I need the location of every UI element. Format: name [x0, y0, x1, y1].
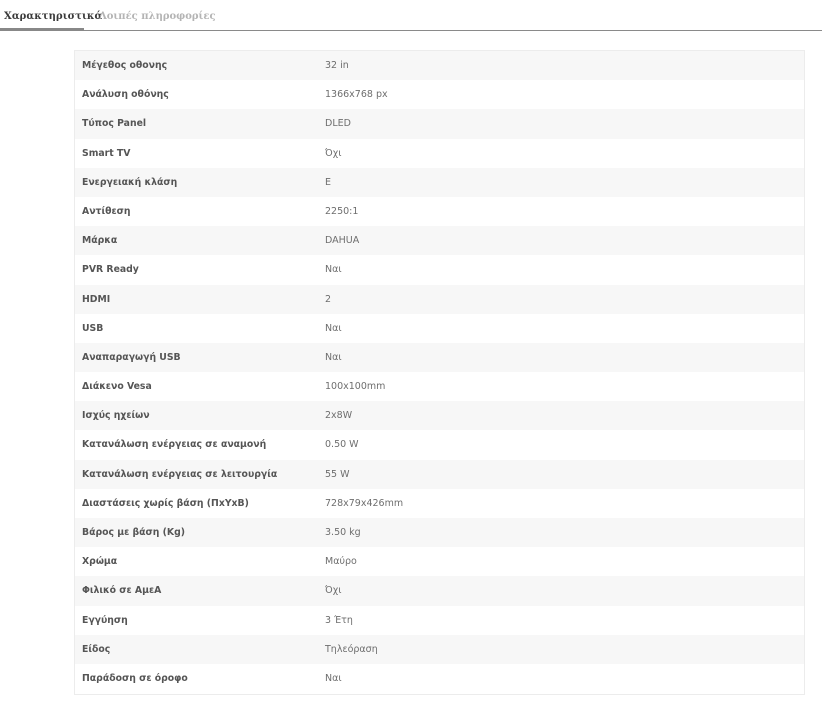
spec-value: 0.50 W — [325, 439, 359, 451]
spec-value: 2x8W — [325, 410, 353, 422]
spec-row — [75, 51, 804, 80]
spec-value: Ναι — [325, 264, 342, 276]
spec-label: Βάρος με βάση (Kg) — [82, 527, 186, 538]
spec-value: 728x79x426mm — [325, 497, 404, 509]
spec-label: Διαστάσεις χωρίς βάση (ΠxΥxΒ) — [82, 497, 249, 509]
spec-row — [75, 576, 804, 605]
spec-value: 2250:1 — [325, 205, 359, 217]
spec-row — [75, 139, 804, 168]
spec-value: DAHUA — [325, 235, 360, 247]
spec-label: Φιλικό σε ΑμεΑ — [82, 585, 162, 597]
spec-value: 3 Έτη — [325, 614, 353, 626]
spec-row — [75, 606, 804, 635]
spec-label: Ενεργειακή κλάση — [82, 176, 178, 188]
spec-label: Διάκενο Vesa — [82, 381, 152, 393]
spec-label: Smart TV — [82, 147, 131, 159]
spec-row — [75, 226, 804, 255]
spec-label: Είδος — [82, 643, 111, 655]
spec-row — [75, 664, 804, 693]
spec-value: Τηλεόραση — [325, 643, 378, 655]
spec-value: 100x100mm — [325, 381, 386, 393]
spec-value: Όχι — [325, 585, 342, 597]
spec-row — [75, 460, 804, 489]
tab-other-info[interactable]: Λοιπές πληροφορίες — [99, 11, 216, 22]
spec-row — [75, 255, 804, 284]
spec-value: DLED — [325, 118, 351, 130]
spec-label: HDMI — [82, 293, 111, 305]
spec-row — [75, 635, 804, 664]
spec-label: Μάρκα — [82, 235, 118, 247]
spec-value: 1366x768 px — [325, 89, 388, 101]
spec-row — [75, 430, 804, 459]
spec-label: Εγγύηση — [82, 614, 128, 626]
spec-value: E — [325, 176, 332, 188]
spec-row — [75, 372, 804, 401]
spec-label: Αναπαραγωγή USB — [82, 351, 181, 363]
spec-row — [75, 109, 804, 138]
spec-label: Ανάλυση οθόνης — [82, 89, 169, 101]
spec-label: PVR Ready — [82, 264, 139, 276]
spec-value: Ναι — [325, 672, 342, 684]
spec-value: Όχι — [325, 147, 342, 159]
spec-label: USB — [82, 322, 104, 334]
spec-label: Αντίθεση — [82, 205, 131, 217]
spec-label: Κατανάλωση ενέργειας σε αναμονή — [82, 439, 267, 451]
spec-row — [75, 489, 804, 518]
spec-label: Χρώμα — [82, 556, 118, 568]
spec-label: Ισχύς ηχείων — [82, 410, 150, 422]
spec-row — [75, 80, 804, 109]
spec-value: Ναι — [325, 351, 342, 363]
spec-label: Κατανάλωση ενέργειας σε λειτουργία — [82, 468, 278, 480]
spec-row — [75, 168, 804, 197]
spec-row — [75, 518, 804, 547]
spec-row — [75, 314, 804, 343]
spec-row — [75, 285, 804, 314]
spec-label: Παράδοση σε όροφο — [82, 672, 188, 684]
tab-characteristics[interactable]: Χαρακτηριστικά — [4, 11, 103, 22]
spec-label: Μέγεθος οθονης — [82, 60, 168, 71]
spec-value: 3.50 kg — [325, 527, 361, 538]
tab-bar — [0, 0, 822, 31]
spec-value: 32 in — [325, 60, 349, 71]
spec-value: 2 — [325, 293, 332, 305]
spec-value: 55 W — [325, 468, 350, 480]
spec-row — [75, 197, 804, 226]
spec-row — [75, 401, 804, 430]
specs-table — [74, 50, 805, 695]
spec-row — [75, 547, 804, 576]
spec-value: Μαύρο — [325, 556, 357, 568]
spec-row — [75, 343, 804, 372]
active-tab-indicator — [0, 28, 84, 31]
spec-value: Ναι — [325, 322, 342, 334]
spec-label: Τύπος Panel — [82, 118, 147, 130]
